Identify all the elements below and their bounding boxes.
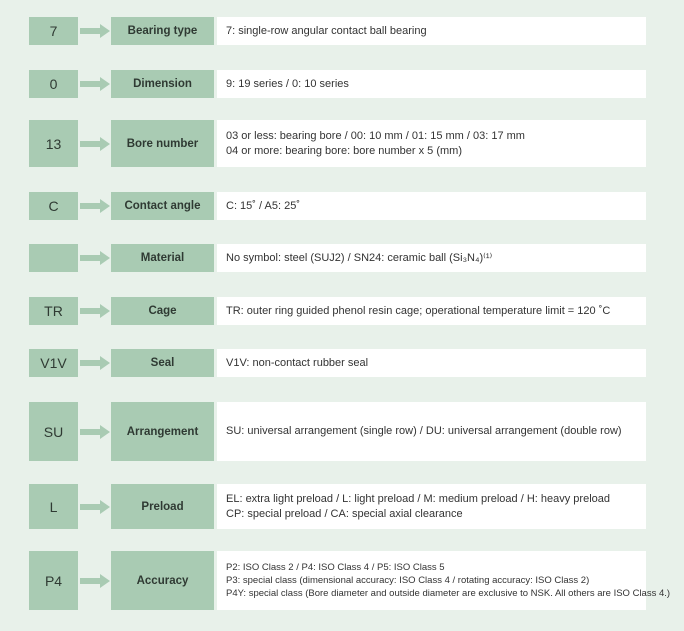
description-line: V1V: non-contact rubber seal	[226, 356, 369, 369]
code-box: 7	[29, 17, 78, 45]
description-box	[217, 349, 646, 377]
description-line: SU: universal arrangement (single row) / DU: universal arrangement (double row)	[226, 425, 622, 437]
description-line: CP: special preload / CA: special axial clearance	[226, 507, 463, 520]
label-box: Preload	[111, 484, 214, 529]
description-line: C: 15˚ / A5: 25˚	[226, 199, 300, 212]
code-box: P4	[29, 551, 78, 610]
label-box: Cage	[111, 297, 214, 325]
description-box	[217, 402, 646, 461]
arrow-right-icon	[80, 304, 110, 318]
label-box: Dimension	[111, 70, 214, 98]
description-line: 9: 19 series / 0: 10 series	[226, 77, 349, 90]
label-box: Arrangement	[111, 402, 214, 461]
description-box	[217, 120, 646, 167]
row-preload	[0, 484, 684, 529]
description-line: No symbol: steel (SUJ2) / SN24: ceramic ball (Si₃N₄)⁽¹⁾	[226, 251, 493, 264]
row-arrangement	[0, 402, 684, 461]
description-line: 7: single-row angular contact ball bearing	[226, 24, 427, 37]
row-contact-angle	[0, 192, 684, 220]
label-box: Accuracy	[111, 551, 214, 610]
code-box: L	[29, 484, 78, 529]
arrow-right-icon	[80, 77, 110, 91]
row-dimension	[0, 70, 684, 98]
arrow-right-icon	[80, 137, 110, 151]
description-line: P2: ISO Class 2 / P4: ISO Class 4 / P5: ISO Class 5	[226, 562, 445, 573]
code-box	[29, 244, 78, 272]
code-box: 0	[29, 70, 78, 98]
row-accuracy	[0, 551, 684, 610]
arrow-right-icon	[80, 356, 110, 370]
row-bearing-type	[0, 17, 684, 45]
label-box: Bore number	[111, 120, 214, 167]
code-box: C	[29, 192, 78, 220]
arrow-right-icon	[80, 24, 110, 38]
arrow-right-icon	[80, 500, 110, 514]
label-box: Contact angle	[111, 192, 214, 220]
label-box: Material	[111, 244, 214, 272]
description-line: EL: extra light preload / L: light preload / M: medium preload / H: heavy preload	[226, 492, 610, 505]
row-cage	[0, 297, 684, 325]
code-box: SU	[29, 402, 78, 461]
code-box: 13	[29, 120, 78, 167]
description-box	[217, 297, 646, 325]
arrow-right-icon	[80, 251, 110, 265]
arrow-right-icon	[80, 425, 110, 439]
description-line: P3: special class (dimensional accuracy: ISO Class 4 / rotating accuracy: ISO Class 2)	[226, 575, 590, 586]
description-line: TR: outer ring guided phenol resin cage; operational temperature limit = 120 ˚C	[226, 304, 611, 317]
description-box	[217, 192, 646, 220]
code-box: V1V	[29, 349, 78, 377]
description-box	[217, 244, 646, 272]
description-box	[217, 484, 646, 529]
description-line: 03 or less: bearing bore / 00: 10 mm / 01: 15 mm / 03: 17 mm	[226, 129, 525, 142]
row-material	[0, 244, 684, 272]
code-box: TR	[29, 297, 78, 325]
description-line: P4Y: special class (Bore diameter and outside diameter are exclusive to NSK. All others are ISO Class 4.)	[226, 588, 671, 599]
description-box	[217, 17, 646, 45]
arrow-right-icon	[80, 574, 110, 588]
label-box: Seal	[111, 349, 214, 377]
description-box	[217, 551, 671, 610]
label-box: Bearing type	[111, 17, 214, 45]
row-bore-number	[0, 120, 684, 167]
description-box	[217, 70, 646, 98]
arrow-right-icon	[80, 199, 110, 213]
row-seal	[0, 349, 684, 377]
description-line: 04 or more: bearing bore: bore number x 5 (mm)	[226, 144, 462, 157]
